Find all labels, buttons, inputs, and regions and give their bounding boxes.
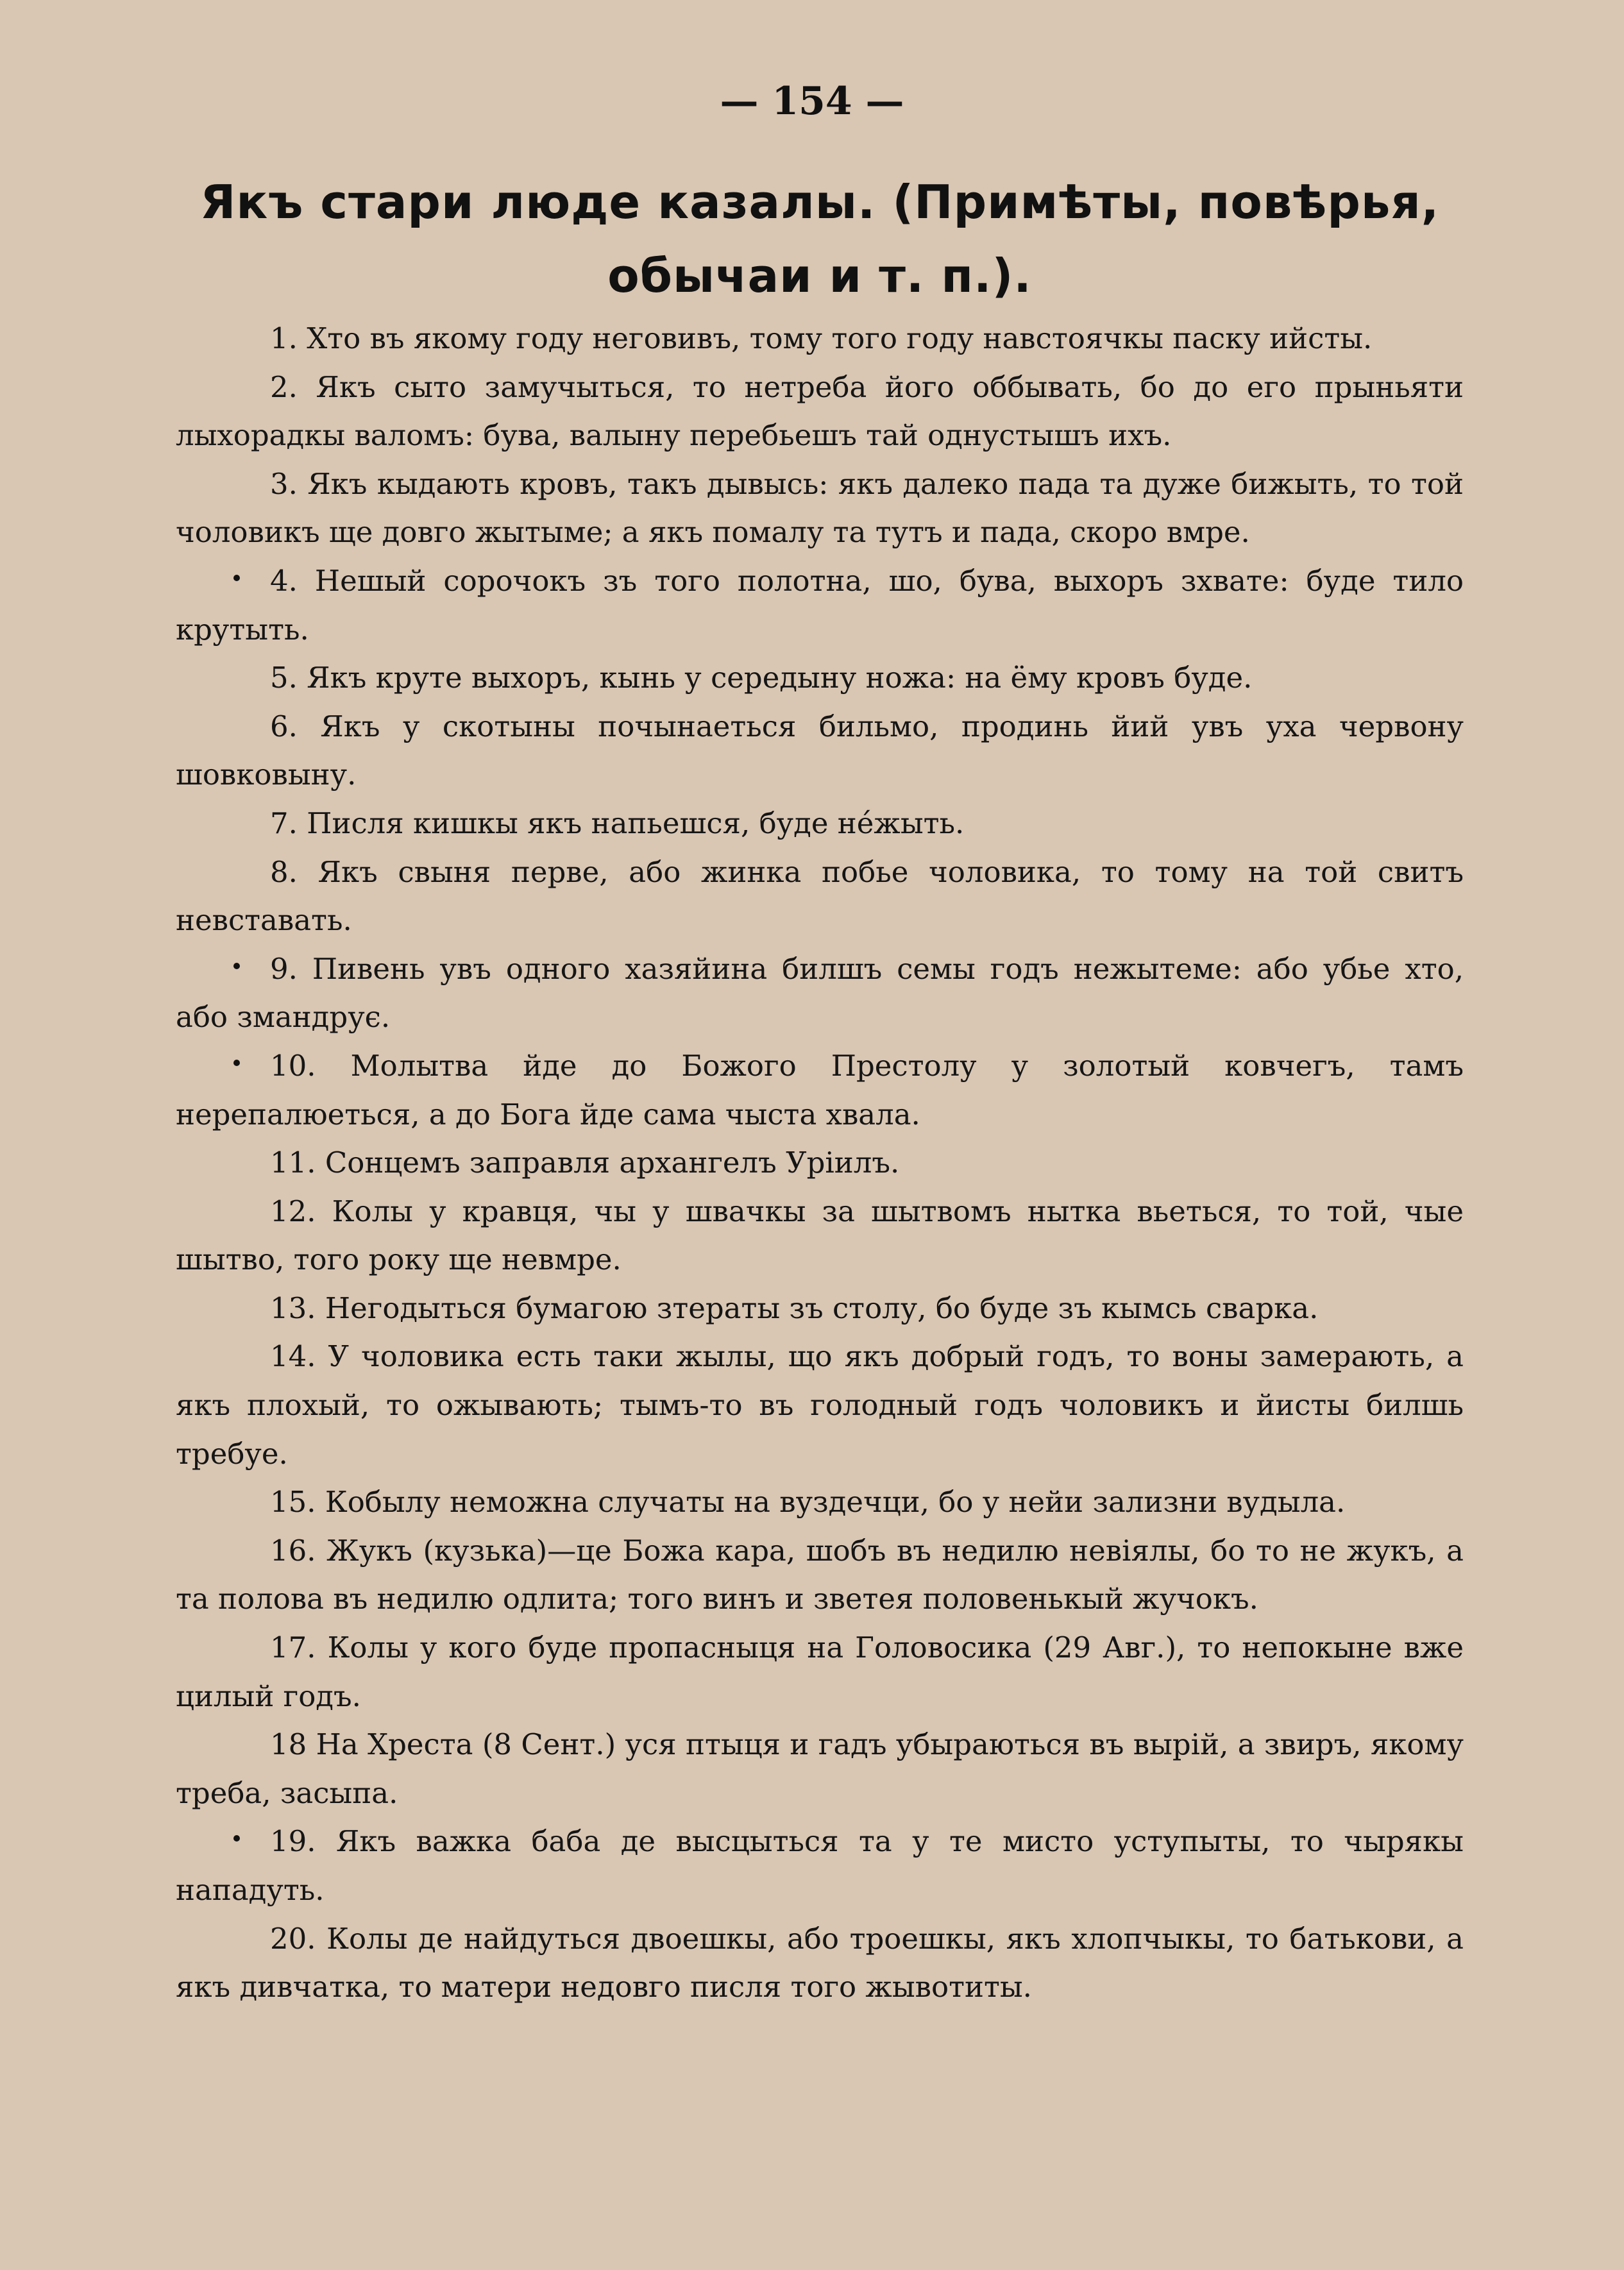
list-item [176,1478,1464,1527]
entry-text: 10. Молытва йде до Божого Престолу у золотый ковчегъ, тамъ нерепалюеться, а до Бога йде сама чыста хвала. [176,1048,1464,1131]
entry-text: 15. Кобылу неможна случаты на вуздечци, бо у нейи зализни вудыла. [270,1485,1346,1520]
entry-text: 7. Писля кишкы якъ напьешся, буде нéжыть. [270,806,965,840]
list-item [176,1187,1464,1284]
list-item [176,1139,1464,1187]
entry-text: 5. Якъ круте выхоръ, кынь у середыну ножа: на ёму кровъ буде. [270,661,1253,695]
margin-dot-icon [233,575,240,581]
margin-dot-icon [233,963,240,969]
list-item [176,1042,1464,1139]
entry-text: 11. Сонцемъ заправля архангелъ Уріилъ. [270,1146,900,1180]
entry-text: 17. Колы у кого буде пропасныця на Головосика (29 Авг.), то непокыне вже цилый годъ. [176,1631,1464,1713]
margin-dot-icon [233,1060,240,1066]
list-item [176,1527,1464,1623]
entry-text: 18 На Хреста (8 Сент.) уся птыця и гадъ убыраються въ вырій, а звиръ, якому треба, засыпа. [176,1727,1464,1810]
entry-text: 19. Якъ важка баба де высцыться та у те мисто уступыты, то чырякы нападуть. [176,1824,1464,1907]
page-number: — 154 — [720,79,904,124]
entry-text: 16. Жукъ (кузька)—це Божа кара, шобъ въ недилю невіялы, бо то не жукъ, а та полова въ недилю одлита; того винъ и зветея половенькый жучокъ. [176,1533,1464,1616]
section-title: Якъ стари люде казалы. (Примѣты, повѣрья, обычаи и т. п.). [199,175,1440,303]
margin-dot-icon [233,1835,240,1842]
list-item [176,945,1464,1042]
list-item [176,460,1464,557]
list-item [176,1915,1464,2012]
list-item [176,314,1464,363]
entry-text: 6. Якъ у скотыны почынаеться бильмо, продинь йий увъ уха червону шовковыну. [176,709,1464,792]
list-item [176,654,1464,702]
list-item [176,363,1464,460]
entry-text: 12. Колы у кравця, чы у швачкы за шытвомъ нытка вьеться, то той, чые шытво, того року ще невмре. [176,1194,1464,1277]
entry-text: 8. Якъ свыня перве, або жинка побье чоловика, то тому на той свитъ невставать. [176,854,1464,938]
list-item [176,702,1464,799]
list-item [176,1720,1464,1817]
list-item [176,1284,1464,1333]
list-item [176,1332,1464,1478]
list-item [176,1623,1464,1720]
entry-text: 14. У чоловика есть таки жылы, що якъ добрый годъ, то воны замерають, а якъ плохый, то ожывають; тымъ-то въ голодный годъ чоловикъ и йисты билшь требуе. [176,1339,1464,1471]
list-item [176,848,1464,945]
entry-text: 13. Негодыться бумагою зтераты зъ столу, бо буде зъ кымсь сварка. [270,1291,1319,1325]
list-item [176,557,1464,654]
entry-text: 9. Пивень увъ одного хазяйина билшъ семы годъ нежытеме: або убье хто, або змандрує. [176,951,1464,1035]
entry-list [176,314,1464,2012]
list-item [176,799,1464,848]
entry-text: 20. Колы де найдуться двоешкы, або троешкы, якъ хлопчыкы, то батькови, а якъ дивчатка, то матери недовго писля того жывотиты. [176,1921,1464,2004]
entry-text: 3. Якъ кыдають кровъ, такъ дывысь: якъ далеко пада та дуже бижыть, то той чоловикъ ще довго жытыме; а якъ помалу та тутъ и пада, скоро вмре. [176,466,1464,550]
entry-text: 2. Якъ сыто замучыться, то нетреба його оббывать, бо до его прыньяти лыхорадкы валомъ: бува, валыну перебьешъ тай однустышъ ихъ. [176,369,1464,453]
entry-text: 4. Нешый сорочокъ зъ того полотна, шо, бува, выхоръ зхвате: буде тило крутыть. [176,563,1464,647]
list-item [176,1817,1464,1914]
entry-text: 1. Хто въ якому году неговивъ, тому того году навстоячкы паску ийсты. [270,321,1373,355]
